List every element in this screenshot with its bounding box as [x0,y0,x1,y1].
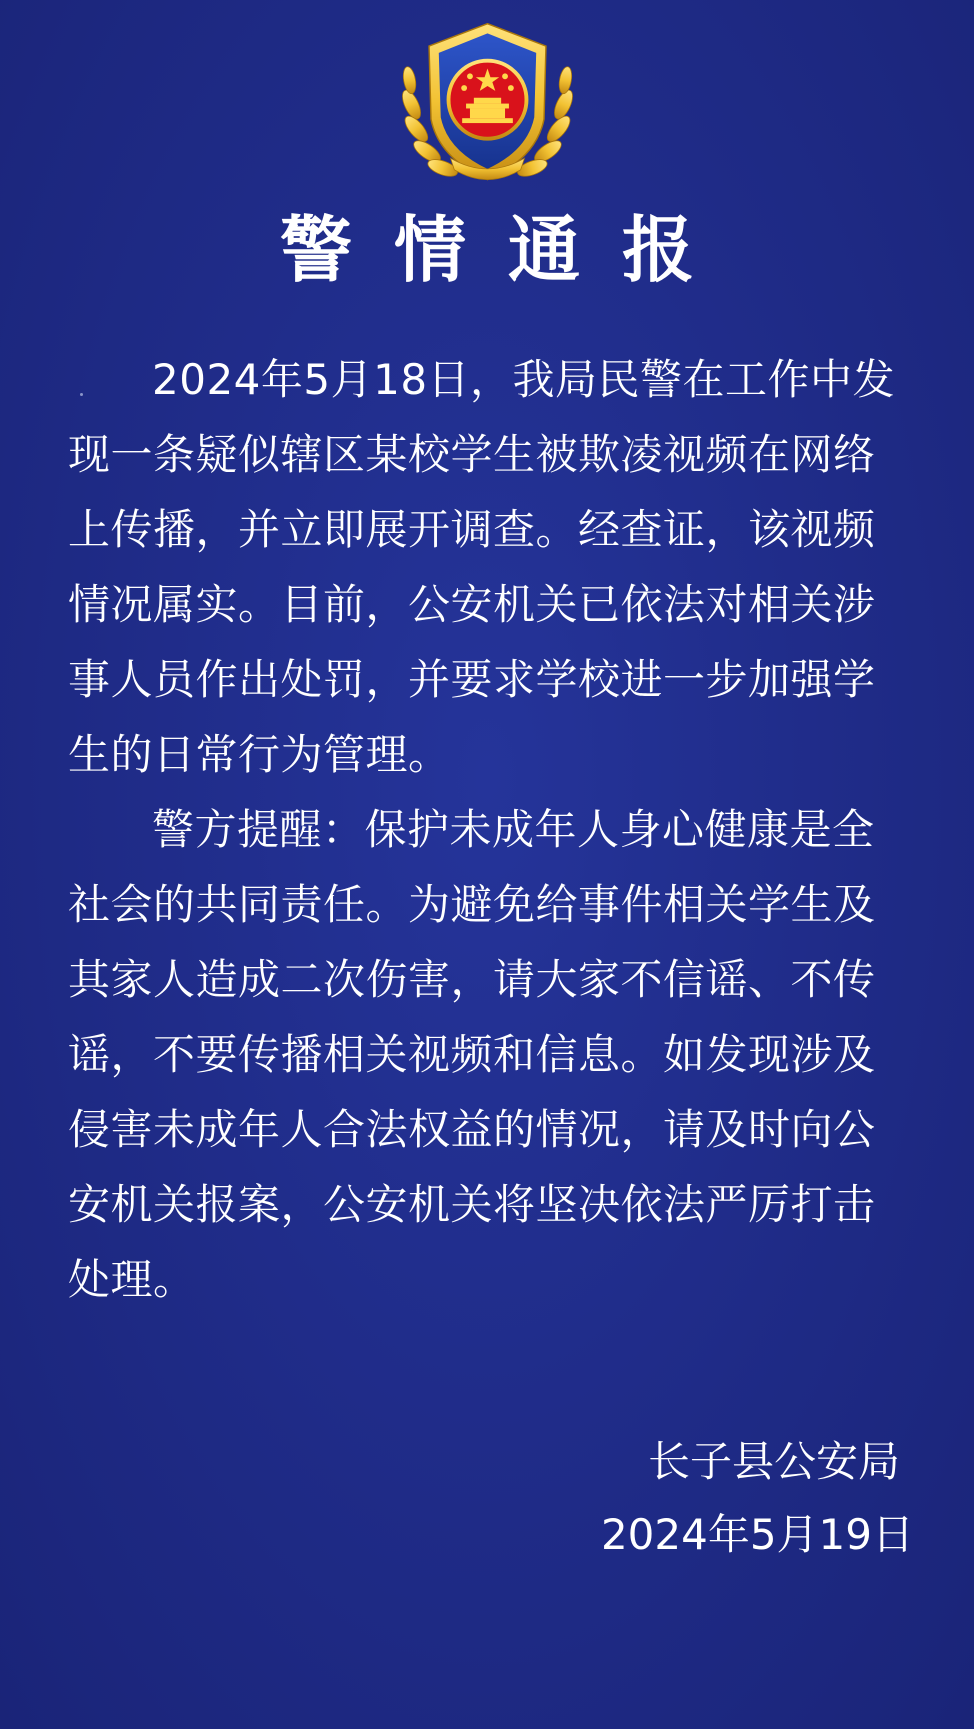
police-emblem-icon [390,12,585,202]
issuer-name: 长子县公安局 [647,1437,900,1486]
signature-block [600,1425,914,1571]
page-title: 警情通报 [279,208,736,292]
issue-date: 2024年5月19日 [600,1510,914,1559]
notice-body [68,342,910,1317]
paragraph-incident: 2024年5月18日，我局民警在工作中发现一条疑似辖区某校学生被欺凌视频在网络上传播，并立即展开调查。经查证，该视频情况属实。目前，公安机关已依法对相关涉事人员作出处罚，并要求学校进一步加强学生的日常行为管理。 [68,355,896,779]
paragraph-reminder: 警方提醒：保护未成年人身心健康是全社会的共同责任。为避免给事件相关学生及其家人造成二次伤害，请大家不信谣、不传谣，不要传播相关视频和信息。如发现涉及侵害未成年人合法权益的情况，请及时向公安机关报案，公安机关将坚决依法严厉打击处理。 [68,805,876,1304]
